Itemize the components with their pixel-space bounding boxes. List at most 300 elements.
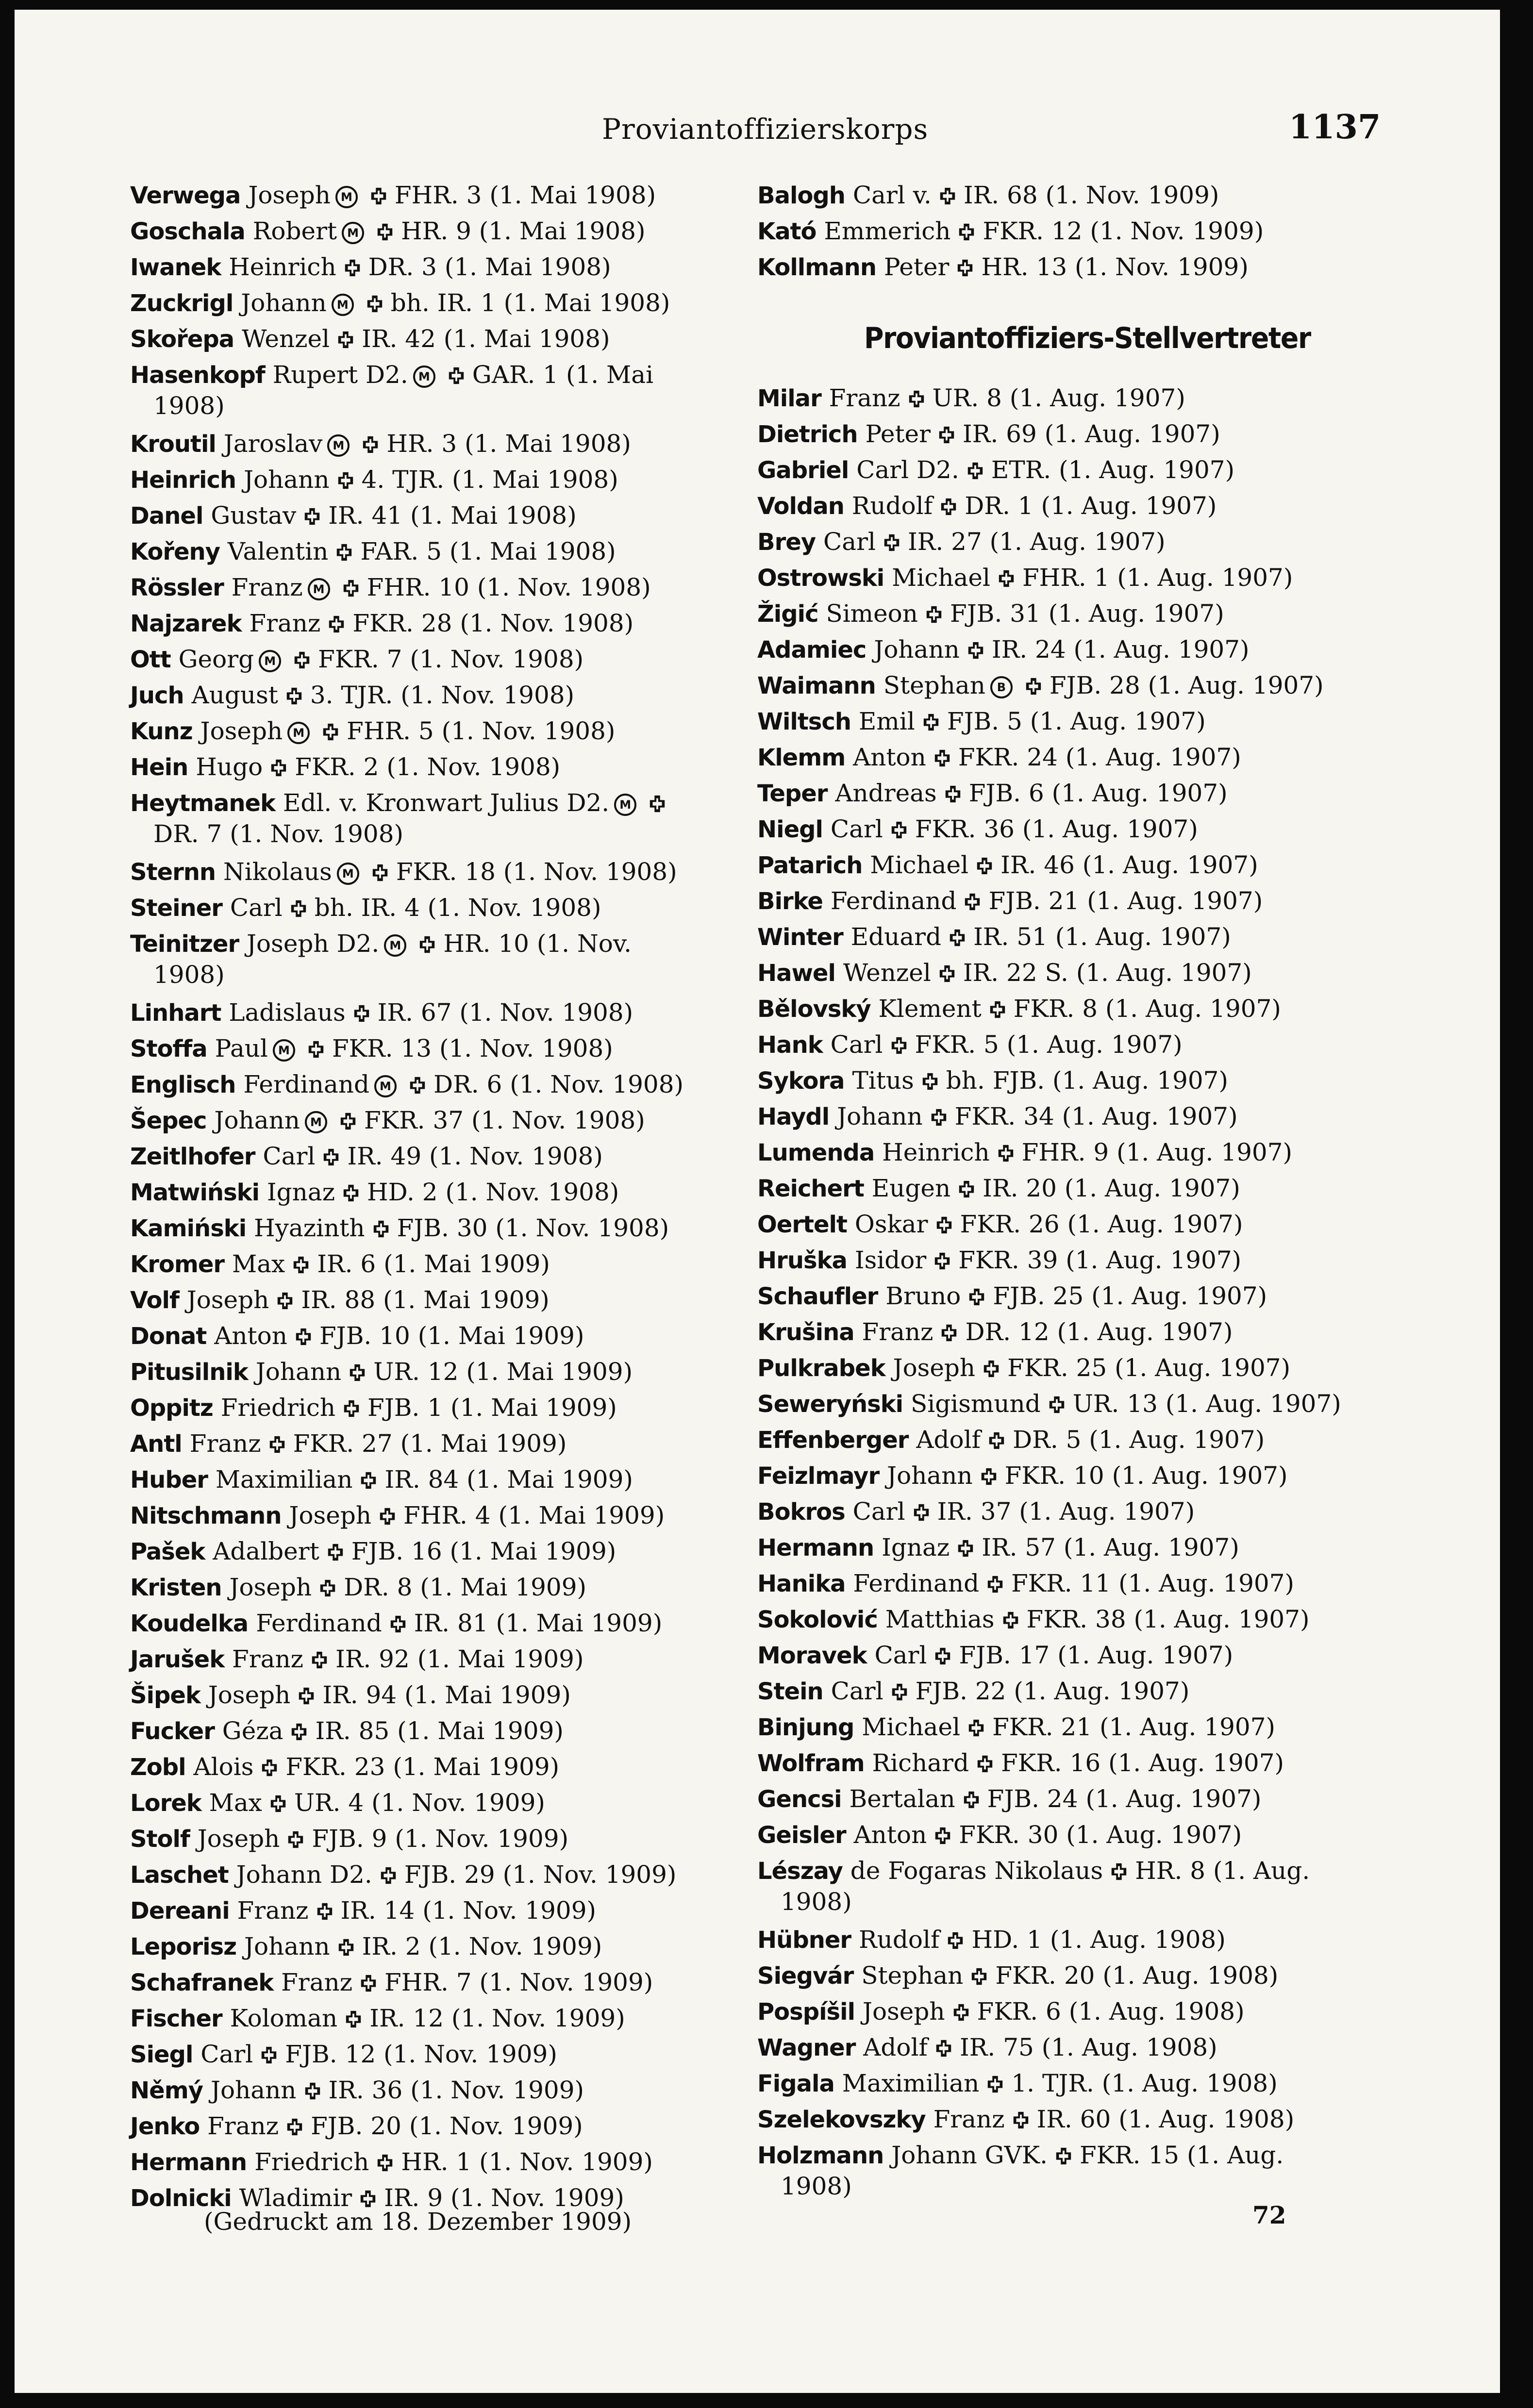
roster-entry xyxy=(757,181,1388,212)
medal-m-icon: M xyxy=(342,222,364,244)
unit-and-date: FJB. 16 (1. Mai 1909) xyxy=(351,1537,617,1565)
roster-entry xyxy=(757,743,1388,774)
given-name: Joseph xyxy=(197,1825,280,1853)
decoration-cross-icon xyxy=(988,996,1007,1025)
roster-entry xyxy=(757,216,1388,248)
given-name: Anton xyxy=(853,1821,927,1849)
decoration-cross-icon xyxy=(371,859,389,888)
roster-entry xyxy=(757,1066,1388,1097)
decoration-cross-icon xyxy=(933,745,951,774)
unit-and-date: IR. 14 (1. Nov. 1909) xyxy=(340,1896,597,1925)
decoration-cross-icon xyxy=(336,467,355,496)
surname: Winter xyxy=(757,924,843,951)
given-name: Andreas xyxy=(835,779,937,807)
roster-entry xyxy=(757,2141,1388,2201)
roster-entry xyxy=(757,1677,1388,1708)
unit-and-date: FHR. 5 (1. Nov. 1908) xyxy=(347,717,616,745)
decoration-cross-icon xyxy=(285,682,303,712)
decoration-cross-icon xyxy=(907,385,926,415)
given-name: de Fogaras Nikolaus xyxy=(850,1857,1103,1885)
roster-entry xyxy=(757,1820,1388,1851)
surname: Waimann xyxy=(757,672,876,699)
unit-and-date: FJB. 21 (1. Aug. 1907) xyxy=(988,887,1263,915)
decoration-cross-icon xyxy=(276,1287,294,1316)
roster-entry xyxy=(757,1712,1388,1744)
unit-and-date: FKR. 25 (1. Aug. 1907) xyxy=(1007,1354,1291,1382)
surname: Zobl xyxy=(130,1754,186,1781)
decoration-cross-icon xyxy=(378,1503,397,1532)
roster-entry xyxy=(130,181,742,212)
unit-and-date: FKR. 16 (1. Aug. 1907) xyxy=(1001,1749,1284,1777)
surname: Kroutil xyxy=(130,431,216,458)
surname: Kořeny xyxy=(130,538,220,565)
decoration-cross-icon xyxy=(890,816,908,846)
decoration-cross-icon xyxy=(648,790,667,819)
decoration-cross-icon xyxy=(337,1934,355,1963)
continuation-line: DR. 7 (1. Nov. 1908) xyxy=(153,820,404,848)
unit-and-date: 3. TJR. (1. Nov. 1908) xyxy=(310,681,575,709)
roster-entry xyxy=(130,573,742,604)
given-name: Peter xyxy=(883,253,950,281)
unit-and-date: FKR. 36 (1. Aug. 1907) xyxy=(915,815,1198,843)
unit-and-date: IR. 24 (1. Aug. 1907) xyxy=(991,635,1250,664)
unit-and-date: IR. 51 (1. Aug. 1907) xyxy=(973,923,1231,951)
decoration-cross-icon xyxy=(939,493,958,522)
decoration-cross-icon xyxy=(1001,1607,1020,1636)
surname: Figala xyxy=(757,2070,834,2097)
roster-entry xyxy=(130,1716,742,1747)
roster-entry xyxy=(757,1748,1388,1779)
unit-and-date: FJB. 12 (1. Nov. 1909) xyxy=(285,2040,557,2068)
given-name: Joseph xyxy=(248,181,331,209)
given-name: Joseph xyxy=(862,1997,945,2026)
continuation-line: 1908) xyxy=(781,1888,852,1916)
surname: Schaufler xyxy=(757,1283,878,1310)
unit-and-date: UR. 13 (1. Aug. 1907) xyxy=(1072,1390,1341,1418)
unit-and-date: DR. 6 (1. Nov. 1908) xyxy=(433,1070,684,1098)
roster-entry xyxy=(757,1605,1388,1636)
roster-entry xyxy=(130,2076,742,2107)
surname: Brey xyxy=(757,529,816,556)
continuation-line: 1908) xyxy=(781,2172,852,2200)
given-name: Friedrich xyxy=(254,2148,369,2176)
given-name: Ignaz xyxy=(267,1178,335,1206)
roster-entry xyxy=(757,252,1388,283)
given-name: Matthias xyxy=(885,1605,995,1633)
roster-entry xyxy=(130,788,742,848)
given-name: Ferdinand xyxy=(243,1070,369,1098)
given-name: Hyazinth xyxy=(254,1214,365,1242)
given-name: Franz xyxy=(207,2112,279,2140)
decoration-cross-icon xyxy=(982,1355,1000,1384)
unit-and-date: FKR. 20 (1. Aug. 1908) xyxy=(995,1961,1279,1990)
given-name: Heinrich xyxy=(882,1138,990,1166)
surname: Wagner xyxy=(757,2034,856,2061)
decoration-cross-icon xyxy=(344,2006,363,2035)
surname: Teinitzer xyxy=(130,930,239,958)
roster-entry xyxy=(757,1317,1388,1348)
decoration-cross-icon xyxy=(933,1643,952,1672)
given-name: Johann xyxy=(837,1102,923,1130)
unit-and-date: FKR. 28 (1. Nov. 1908) xyxy=(352,609,634,637)
roster-entry xyxy=(757,2069,1388,2100)
roster-entry xyxy=(130,1465,742,1496)
roster-entry xyxy=(130,288,742,319)
given-name: Carl xyxy=(874,1641,927,1669)
unit-and-date: HD. 2 (1. Nov. 1908) xyxy=(367,1178,619,1206)
given-name: Johann xyxy=(255,1358,342,1386)
given-name: Joseph xyxy=(229,1573,312,1601)
unit-and-date: FJB. 31 (1. Aug. 1907) xyxy=(950,599,1224,628)
decoration-cross-icon xyxy=(1048,1391,1066,1420)
given-name: Wenzel xyxy=(242,325,330,353)
unit-and-date: FJB. 20 (1. Nov. 1909) xyxy=(311,2112,583,2140)
given-name: Ferdinand xyxy=(830,887,957,915)
given-name: Franz xyxy=(829,384,900,412)
roster-entry xyxy=(757,671,1388,702)
unit-and-date: FKR. 15 (1. Aug. xyxy=(1079,2141,1284,2169)
medal-m-icon: M xyxy=(273,1039,295,1062)
decoration-cross-icon xyxy=(946,1927,965,1956)
unit-and-date: FJB. 17 (1. Aug. 1907) xyxy=(959,1641,1233,1669)
unit-and-date: UR. 4 (1. Nov. 1909) xyxy=(294,1789,545,1817)
roster-entry xyxy=(130,360,742,420)
surname: Juch xyxy=(130,682,184,709)
decoration-cross-icon xyxy=(970,1963,988,1992)
unit-and-date: IR. 22 S. (1. Aug. 1907) xyxy=(963,959,1252,987)
decoration-cross-icon xyxy=(285,2113,304,2142)
roster-entry xyxy=(757,1281,1388,1312)
page-number: 1137 xyxy=(1289,108,1381,147)
roster-entry xyxy=(757,814,1388,846)
unit-and-date: FKR. 6 (1. Aug. 1908) xyxy=(977,1997,1245,2026)
given-name: Emil xyxy=(858,707,915,735)
roster-entry xyxy=(130,1968,742,1999)
given-name: August xyxy=(191,681,278,709)
decoration-cross-icon xyxy=(987,1427,1006,1456)
unit-and-date: FJB. 29 (1. Nov. 1909) xyxy=(404,1860,677,1889)
unit-and-date: IR. 75 (1. Aug. 1908) xyxy=(960,2033,1217,2061)
surname: Rössler xyxy=(130,574,224,601)
decoration-cross-icon xyxy=(935,1212,953,1241)
given-name: Joseph xyxy=(289,1501,372,1529)
unit-and-date: IR. 27 (1. Aug. 1907) xyxy=(907,528,1166,556)
surname: Hermann xyxy=(757,1534,874,1561)
surname: Wolfram xyxy=(757,1750,865,1777)
surname: Gabriel xyxy=(757,457,849,484)
given-name: Franz xyxy=(281,1968,353,1996)
given-name: Géza xyxy=(222,1717,283,1745)
given-name: Koloman xyxy=(230,2004,338,2032)
surname: Kollmann xyxy=(757,254,876,281)
roster-entry xyxy=(757,491,1388,522)
roster-entry xyxy=(757,1997,1388,2028)
given-name: Carl xyxy=(230,894,283,922)
given-name: Rudolf xyxy=(851,492,933,520)
given-name: Gustav xyxy=(211,501,297,530)
given-name: Ferdinand xyxy=(853,1569,980,1597)
unit-and-date: FJB. 5 (1. Aug. 1907) xyxy=(947,707,1206,735)
surname: Linhart xyxy=(130,999,221,1027)
decoration-cross-icon xyxy=(890,1678,909,1708)
surname: Donat xyxy=(130,1323,207,1350)
surname: Oertelt xyxy=(757,1211,847,1238)
given-name: Max xyxy=(232,1250,285,1278)
decoration-cross-icon xyxy=(369,183,388,212)
surname: Siegl xyxy=(130,2041,193,2068)
decoration-cross-icon xyxy=(921,1068,939,1097)
decoration-cross-icon xyxy=(912,1499,931,1528)
unit-and-date: IR. 12 (1. Nov. 1909) xyxy=(369,2004,625,2032)
roster-entry xyxy=(130,1357,742,1388)
surname: Matwiński xyxy=(130,1179,260,1206)
unit-and-date: IR. 9 (1. Nov. 1909) xyxy=(384,2184,624,2212)
unit-and-date: IR. 94 (1. Mai 1909) xyxy=(322,1681,571,1709)
surname: Goschala xyxy=(130,218,245,245)
unit-and-date: DR. 8 (1. Mai 1909) xyxy=(344,1573,587,1601)
unit-and-date: FKR. 26 (1. Aug. 1907) xyxy=(960,1210,1243,1238)
decoration-cross-icon xyxy=(957,1176,976,1205)
surname: Wiltsch xyxy=(757,708,851,735)
decoration-cross-icon xyxy=(957,218,976,248)
roster-entry xyxy=(757,922,1388,953)
decoration-cross-icon xyxy=(883,529,901,558)
unit-and-date: IR. 41 (1. Mai 1908) xyxy=(328,501,577,530)
surname: Patarich xyxy=(757,852,863,879)
decoration-cross-icon xyxy=(290,1718,308,1747)
surname: Pitusilnik xyxy=(130,1359,248,1386)
unit-and-date: UR. 8 (1. Aug. 1907) xyxy=(932,384,1185,412)
roster-entry xyxy=(757,1533,1388,1564)
unit-and-date: IR. 57 (1. Aug. 1907) xyxy=(982,1533,1239,1561)
unit-and-date: FJB. 22 (1. Aug. 1907) xyxy=(915,1677,1190,1705)
roster-entry xyxy=(130,716,742,747)
decoration-cross-icon xyxy=(339,1108,357,1137)
decoration-cross-icon xyxy=(937,421,956,450)
decoration-cross-icon xyxy=(967,1714,985,1744)
unit-and-date: IR. 84 (1. Mai 1909) xyxy=(384,1465,633,1494)
medal-m-icon: M xyxy=(337,863,359,885)
roster-entry xyxy=(130,2004,742,2035)
decoration-cross-icon xyxy=(361,431,380,460)
given-name: Adalbert xyxy=(213,1537,319,1565)
surname: Gencsi xyxy=(757,1786,842,1813)
roster-entry xyxy=(757,1961,1388,1992)
surname: Skořepa xyxy=(130,326,234,353)
unit-and-date: FHR. 9 (1. Aug. 1907) xyxy=(1021,1138,1293,1166)
decoration-cross-icon xyxy=(930,1104,948,1133)
unit-and-date: IR. 2 (1. Nov. 1909) xyxy=(362,1932,602,1960)
surname: Ott xyxy=(130,646,171,673)
unit-and-date: IR. 85 (1. Mai 1909) xyxy=(315,1717,564,1745)
decoration-cross-icon xyxy=(956,254,974,283)
surname: Jenko xyxy=(130,2113,200,2140)
unit-and-date: FKR. 38 (1. Aug. 1907) xyxy=(1026,1605,1310,1633)
decoration-cross-icon xyxy=(890,1032,908,1061)
decoration-cross-icon xyxy=(379,1862,398,1891)
roster-entry xyxy=(757,994,1388,1025)
roster-entry xyxy=(130,752,742,783)
roster-entry xyxy=(757,1210,1388,1241)
roster-entry xyxy=(130,2040,742,2071)
roster-entry xyxy=(130,681,742,712)
medal-m-icon: M xyxy=(259,650,281,672)
decoration-cross-icon xyxy=(938,960,956,989)
medal-m-icon: M xyxy=(384,934,406,957)
roster-entry xyxy=(130,1896,742,1927)
decoration-cross-icon xyxy=(962,1786,981,1815)
roster-entry xyxy=(757,1102,1388,1133)
roster-entry xyxy=(130,501,742,532)
unit-and-date: HR. 8 (1. Aug. xyxy=(1135,1857,1310,1885)
unit-and-date: FHR. 4 (1. Mai 1909) xyxy=(403,1501,665,1529)
unit-and-date: FKR. 18 (1. Nov. 1908) xyxy=(396,858,677,886)
roster-entry xyxy=(130,429,742,460)
given-name: Eduard xyxy=(850,923,942,951)
roster-entry xyxy=(130,1609,742,1640)
decoration-cross-icon xyxy=(352,1000,371,1029)
roster-entry xyxy=(130,1321,742,1352)
decoration-cross-icon xyxy=(966,457,984,486)
unit-and-date: HR. 13 (1. Nov. 1909) xyxy=(981,253,1249,281)
given-name: Franz xyxy=(933,2105,1005,2133)
surname: Krušina xyxy=(757,1319,854,1346)
surname: Volf xyxy=(130,1287,179,1314)
roster-entry xyxy=(130,1142,742,1173)
surname: Sykora xyxy=(757,1067,845,1095)
roster-entry xyxy=(130,1680,742,1711)
roster-entry xyxy=(757,527,1388,558)
roster-entry xyxy=(130,216,742,248)
decoration-cross-icon xyxy=(322,1144,340,1173)
unit-and-date: FHR. 10 (1. Nov. 1908) xyxy=(367,573,651,601)
given-name: Valentin xyxy=(227,537,329,565)
roster-entry xyxy=(130,1501,742,1532)
roster-entry xyxy=(130,537,742,568)
unit-and-date: FKR. 21 (1. Aug. 1907) xyxy=(992,1713,1276,1741)
unit-and-date: IR. 92 (1. Mai 1909) xyxy=(335,1645,584,1673)
unit-and-date: FKR. 11 (1. Aug. 1907) xyxy=(1011,1569,1295,1597)
surname: Siegvár xyxy=(757,1962,854,1990)
roster-entry xyxy=(130,1213,742,1245)
decoration-cross-icon xyxy=(335,539,353,568)
surname: Šepec xyxy=(130,1107,207,1134)
roster-entry xyxy=(130,1573,742,1604)
given-name: Johann D2. xyxy=(236,1860,372,1889)
surname: Birke xyxy=(757,888,823,915)
surname: Huber xyxy=(130,1466,208,1494)
surname: Pospíšil xyxy=(757,1998,855,2026)
medal-m-icon: M xyxy=(614,794,636,816)
unit-and-date: IR. 67 (1. Nov. 1908) xyxy=(377,998,633,1027)
given-name: Peter xyxy=(865,420,931,448)
surname: Bokros xyxy=(757,1498,845,1526)
unit-and-date: FJB. 10 (1. Mai 1909) xyxy=(319,1322,584,1350)
decoration-cross-icon xyxy=(922,709,940,738)
decoration-cross-icon xyxy=(269,1790,287,1819)
surname: Effenberger xyxy=(757,1427,909,1454)
roster-entry xyxy=(130,1824,742,1855)
unit-and-date: IR. 42 (1. Mai 1908) xyxy=(362,325,610,353)
given-name: Ferdinand xyxy=(256,1609,382,1637)
given-name: Franz xyxy=(237,1896,309,1925)
surname: Lorek xyxy=(130,1790,201,1817)
unit-and-date: FKR. 8 (1. Aug. 1907) xyxy=(1013,995,1281,1023)
decoration-cross-icon xyxy=(408,1072,427,1101)
medal-m-icon: M xyxy=(287,722,310,744)
signature-mark: 72 xyxy=(1252,2201,1286,2229)
surname: Zeitlhofer xyxy=(130,1143,255,1170)
surname: Kató xyxy=(757,218,816,245)
roster-entry xyxy=(130,252,742,283)
roster-entry xyxy=(757,1784,1388,1815)
given-name: Max xyxy=(209,1789,262,1817)
surname: Haydl xyxy=(757,1103,830,1130)
decoration-cross-icon xyxy=(359,1467,378,1496)
unit-and-date: FJB. 6 (1. Aug. 1907) xyxy=(968,779,1228,807)
decoration-cross-icon xyxy=(940,1319,958,1348)
decoration-cross-icon xyxy=(966,637,985,666)
given-name: Johann xyxy=(241,289,327,317)
decoration-cross-icon xyxy=(321,718,340,747)
given-name: Joseph xyxy=(208,1681,291,1709)
unit-and-date: IR. 88 (1. Mai 1909) xyxy=(301,1286,550,1314)
decoration-cross-icon xyxy=(294,1323,313,1352)
unit-and-date: IR. 36 (1. Nov. 1909) xyxy=(328,2076,584,2104)
roster-entry xyxy=(757,1641,1388,1672)
surname: Stolf xyxy=(130,1826,190,1853)
decoration-cross-icon xyxy=(997,1140,1015,1169)
unit-and-date: FJB. 28 (1. Aug. 1907) xyxy=(1049,671,1324,699)
given-name: Isidor xyxy=(854,1246,927,1274)
given-name: Joseph D2. xyxy=(247,930,380,958)
unit-and-date: FKR. 23 (1. Mai 1909) xyxy=(285,1753,560,1781)
decoration-cross-icon xyxy=(997,565,1016,594)
given-name: Bertalan xyxy=(849,1785,955,1813)
unit-and-date: bh. IR. 4 (1. Nov. 1908) xyxy=(314,894,601,922)
surname: Šipek xyxy=(130,1682,200,1709)
given-name: Carl xyxy=(200,2040,253,2068)
surname: Iwanek xyxy=(130,254,221,281)
surname: Adamiec xyxy=(757,636,866,664)
medal-m-icon: M xyxy=(327,434,350,457)
medal-m-icon: M xyxy=(335,186,358,208)
roster-entry xyxy=(757,1425,1388,1456)
unit-and-date: FKR. 39 (1. Aug. 1907) xyxy=(958,1246,1242,1274)
decoration-cross-icon xyxy=(359,1970,378,1999)
surname: Steiner xyxy=(130,895,222,922)
given-name: Adolf xyxy=(916,1426,981,1454)
section-heading: Proviantoffiziers-Stellvertreter xyxy=(864,321,1311,355)
given-name: Wenzel xyxy=(843,959,931,987)
roster-entry xyxy=(130,1106,742,1137)
medal-m-icon: M xyxy=(332,294,354,316)
given-name: Adolf xyxy=(863,2033,928,2061)
roster-entry xyxy=(757,779,1388,810)
unit-and-date: FKR. 13 (1. Nov. 1908) xyxy=(332,1034,613,1063)
roster-entry xyxy=(757,563,1388,594)
surname: Dolnicki xyxy=(130,2185,232,2212)
roster-entry xyxy=(757,886,1388,917)
surname: Balogh xyxy=(757,182,845,209)
roster-entry xyxy=(757,635,1388,666)
surname: Stein xyxy=(757,1678,823,1705)
given-name: Simeon xyxy=(826,599,918,628)
roster-entry xyxy=(757,383,1388,415)
medal-m-icon: M xyxy=(308,578,330,600)
surname: Koudelka xyxy=(130,1610,249,1637)
unit-and-date: FKR. 5 (1. Aug. 1907) xyxy=(915,1030,1183,1059)
